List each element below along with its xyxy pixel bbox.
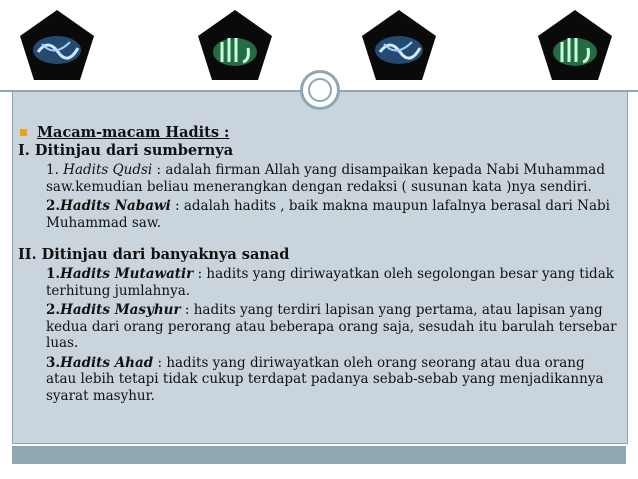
muhammad-calligraphy-icon (360, 8, 438, 82)
list-item: 3.Hadits Ahad : hadits yang diriwayatkan oleh orang seorang atau dua orang atau lebih tetapi tidak cukup terdapat padanya sebab-sebab yang menjadikannya syarat masyhur. (46, 354, 604, 404)
section-title: II. Ditinjau dari banyaknya sanad (18, 246, 290, 263)
slide-content (18, 124, 618, 404)
allah-calligraphy-icon (536, 8, 614, 82)
heading-text: Macam-macam Hadits : (37, 124, 230, 141)
footer-bar (12, 446, 626, 464)
list-item: 2.Hadits Masyhur : hadits yang terdiri lapisan yang pertama, atau lapisan yang kedua dari orang perorang atau beberapa orang saja, sesudah itu barulah tersebar luas. (46, 302, 617, 351)
allah-calligraphy-icon (196, 8, 274, 82)
list-item: 1. Hadits Qudsi : adalah firman Allah yang disampaikan kepada Nabi Muhammad saw.kemudian beliau menerangkan dengan redaksi ( susunan kata )nya sendiri. (46, 162, 605, 195)
square-bullet-icon (20, 129, 27, 136)
list-item: 1.Hadits Mutawatir : hadits yang diriwayatkan oleh segolongan besar yang tidak terhitung jumlahnya. (46, 266, 614, 299)
heading (18, 124, 618, 141)
list-item: 2.Hadits Nabawi : adalah hadits , baik makna maupun lafalnya berasal dari Nabi Muhammad saw. (46, 198, 610, 231)
muhammad-calligraphy-icon (18, 8, 96, 82)
ring-ornament-icon (300, 70, 340, 110)
section-title: I. Ditinjau dari sumbernya (18, 142, 234, 159)
